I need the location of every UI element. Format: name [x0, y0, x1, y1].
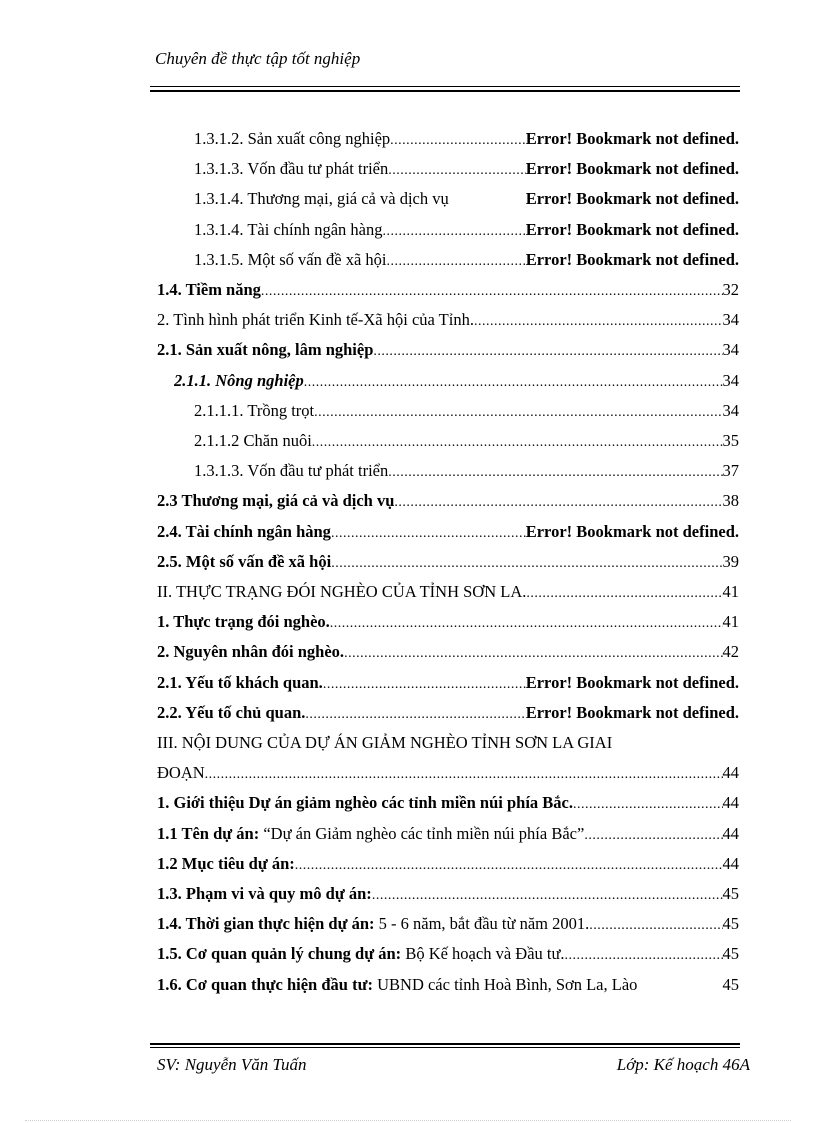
toc-entry-page-number: 41 [722, 612, 739, 631]
toc-entry-label: 2.1. Yếu tố khách quan. [157, 673, 323, 692]
toc-entry-label-bold: 1.6. Cơ quan thực hiện đầu tư: [157, 975, 373, 994]
toc-entry-label-bold: 1.4. Thời gian thực hiện dự án: [157, 914, 375, 933]
toc-entry-label: 2.1.1.1. Trồng trọt [194, 401, 315, 420]
toc-entry-page-number: 32 [722, 280, 739, 299]
toc-entry-page-number: 34 [722, 401, 739, 420]
toc-entry[interactable] [194, 158, 739, 180]
toc-entry-bookmark-error: Error! Bookmark not defined. [525, 673, 739, 692]
toc-entry-label: 1.3.1.3. Vốn đầu tư phát triển [194, 159, 389, 178]
toc-entry-leader-dots [388, 462, 722, 482]
toc-entry-label-text: Bộ Kế hoạch và Đầu tư. [401, 944, 565, 963]
toc-entry-page-number: 39 [722, 552, 739, 571]
toc-entry-label: 1.3.1.4. Tài chính ngân hàng [194, 220, 383, 239]
toc-entry-page-number: 34 [722, 310, 739, 329]
toc-entry-page-number: 45 [722, 944, 739, 963]
toc-entry-leader-dots [573, 794, 722, 814]
toc-entry[interactable] [157, 823, 739, 845]
toc-entry-page-number: 45 [722, 884, 739, 903]
toc-entry-page-number: 44 [722, 793, 739, 812]
toc-entry-page-number: 34 [722, 340, 739, 359]
toc-entry[interactable] [157, 732, 739, 754]
toc-entry-leader-dots [474, 311, 723, 331]
toc-entry[interactable] [194, 249, 739, 271]
toc-entry-page-number: 44 [722, 763, 739, 782]
toc-entry-label: 2. Nguyên nhân đói nghèo. [157, 642, 345, 661]
footer-rule [150, 1047, 740, 1048]
footer-student-name: SV: Nguyễn Văn Tuấn [157, 1055, 307, 1074]
toc-entry-leader-dots [388, 160, 525, 180]
toc-entry-page-number: 38 [722, 491, 739, 510]
toc-entry-page-number: 37 [722, 461, 739, 480]
toc-entry-leader-dots [565, 945, 723, 965]
toc-entry[interactable] [194, 430, 739, 452]
toc-entry-label-bold: 1.5. Cơ quan quản lý chung dự án: [157, 944, 402, 963]
toc-entry-leader-dots [261, 281, 723, 301]
page-header-title: Chuyên đề thực tập tốt nghiệp [155, 49, 361, 68]
toc-entry[interactable] [194, 460, 739, 482]
footer-class-name: Lớp: Kế hoạch 46A [616, 1055, 750, 1074]
toc-entry-leader-dots [295, 855, 723, 875]
toc-entry[interactable] [157, 611, 739, 633]
toc-entry[interactable] [157, 521, 739, 543]
toc-entry-leader-dots [584, 825, 722, 845]
toc-entry-label [157, 913, 589, 935]
toc-entry[interactable] [157, 490, 739, 512]
toc-entry-leader-dots [386, 251, 525, 271]
toc-entry[interactable] [194, 188, 739, 210]
toc-entry-label: 1.3.1.2. Sản xuất công nghiệp [194, 129, 391, 148]
toc-entry-leader-dots [330, 613, 723, 633]
toc-entry[interactable] [157, 339, 739, 361]
toc-entry-leader-dots [331, 553, 722, 573]
toc-entry[interactable] [157, 702, 739, 724]
toc-entry-page-number: 45 [722, 975, 739, 994]
toc-entry[interactable] [194, 128, 739, 150]
toc-entry-label: 2.4. Tài chính ngân hàng [157, 522, 331, 541]
toc-entry[interactable] [157, 672, 739, 694]
toc-entry-leader-dots [323, 674, 526, 694]
toc-entry-page-number: 45 [722, 914, 739, 933]
toc-entry-page-number: 44 [722, 824, 739, 843]
toc-entry-label: 1.3.1.3. Vốn đầu tư phát triển [194, 461, 389, 480]
toc-entry-leader-dots [390, 130, 526, 150]
toc-entry-bookmark-error: Error! Bookmark not defined. [525, 159, 739, 178]
toc-entry-page-number: 34 [722, 371, 739, 390]
toc-entry[interactable] [157, 581, 739, 603]
toc-entry-label-text: “Dự án Giảm nghèo các tỉnh miền núi phía Bắc” [259, 824, 585, 843]
toc-entry[interactable] [157, 309, 739, 331]
toc-entry-leader-dots [394, 492, 722, 512]
toc-entry-label-text: UBND các tỉnh Hoà Bình, Sơn La, Lào [372, 975, 638, 994]
toc-entry-label: 2.1. Sản xuất nông, lâm nghiệp [157, 340, 374, 359]
toc-entry-label: 2.5. Một số vấn đề xã hội [157, 552, 332, 571]
toc-entry-label: II. THỰC TRẠNG ĐÓI NGHÈO CỦA TỈNH SƠN LA. [157, 582, 527, 601]
page-edge-dotted-line [25, 1120, 791, 1121]
toc-entry-page-number: 44 [722, 854, 739, 873]
toc-entry-label: 1. Thực trạng đói nghèo. [157, 612, 330, 631]
header-rule-thick [150, 90, 740, 92]
toc-entry[interactable] [157, 883, 739, 905]
toc-entry[interactable] [194, 219, 739, 241]
footer-rule-thick [150, 1043, 740, 1045]
toc-entry[interactable] [157, 762, 739, 784]
toc-entry-label: 1.2 Mục tiêu dự án: [157, 854, 295, 873]
toc-entry-label: 2.3 Thương mại, giá cả và dịch vụ [157, 491, 395, 510]
toc-entry-leader-dots [314, 402, 722, 422]
toc-entry[interactable] [157, 641, 739, 663]
toc-entry-label [157, 823, 584, 845]
toc-entry-leader-dots [344, 643, 722, 663]
toc-entry[interactable] [157, 853, 739, 875]
toc-entry-label: III. NỘI DUNG CỦA DỰ ÁN GIẢM NGHÈO TỈNH SƠN LA GIAI [157, 733, 613, 752]
toc-entry[interactable] [194, 400, 739, 422]
toc-entry-label: 1.4. Tiềm năng [157, 280, 261, 299]
toc-entry[interactable] [157, 943, 739, 965]
toc-entry-bookmark-error: Error! Bookmark not defined. [525, 250, 739, 269]
toc-entry-page-number: 35 [722, 431, 739, 450]
header-rule [150, 86, 740, 87]
toc-entry-leader-dots [373, 341, 722, 361]
toc-entry[interactable] [174, 370, 739, 392]
toc-entry-bookmark-error: Error! Bookmark not defined. [525, 703, 739, 722]
toc-entry-label-text: 5 - 6 năm, bắt đầu từ năm 2001. [374, 914, 590, 933]
toc-entry-leader-dots [331, 523, 526, 543]
toc-entry-leader-dots [526, 583, 722, 603]
toc-entry-label: 2.1.1. Nông nghiệp [174, 371, 304, 390]
toc-entry[interactable] [157, 279, 739, 301]
toc-entry-label [157, 974, 637, 996]
toc-entry-label: 1. Giới thiệu Dự án giảm nghèo các tỉnh miền núi phía Bắc. [157, 793, 574, 812]
toc-entry-label: 2.1.1.2 Chăn nuôi [194, 431, 312, 450]
toc-entry[interactable] [157, 974, 739, 996]
toc-entry-label-bold: 1.1 Tên dự án: [157, 824, 260, 843]
toc-entry-leader-dots [305, 704, 525, 724]
toc-entry-bookmark-error: Error! Bookmark not defined. [525, 189, 739, 208]
toc-entry-leader-dots [589, 915, 722, 935]
toc-entry-label [157, 943, 565, 965]
toc-entry-label: 1.3.1.4. Thương mại, giá cả và dịch vụ [194, 189, 449, 208]
toc-entry-page-number: 41 [722, 582, 739, 601]
toc-entry[interactable] [157, 551, 739, 573]
toc-entry-bookmark-error: Error! Bookmark not defined. [525, 220, 739, 239]
toc-entry-leader-dots [304, 372, 723, 392]
toc-entry-leader-dots [205, 764, 723, 784]
toc-entry-bookmark-error: Error! Bookmark not defined. [525, 522, 739, 541]
toc-entry-leader-dots [383, 221, 526, 241]
toc-entry-label: ĐOẠN [157, 763, 205, 782]
toc-entry[interactable] [157, 792, 739, 814]
toc-entry-page-number: 42 [722, 642, 739, 661]
toc-entry-bookmark-error: Error! Bookmark not defined. [525, 129, 739, 148]
toc-entry-label: 2.2. Yếu tố chủ quan. [157, 703, 306, 722]
toc-entry-leader-dots [372, 885, 723, 905]
toc-entry-label: 1.3.1.5. Một số vấn đề xã hội [194, 250, 387, 269]
toc-entry-label: 1.3. Phạm vi và quy mô dự án: [157, 884, 372, 903]
toc-entry[interactable] [157, 913, 739, 935]
toc-entry-leader-dots [312, 432, 723, 452]
toc-entry-label: 2. Tình hình phát triển Kinh tế-Xã hội của Tỉnh. [157, 310, 474, 329]
